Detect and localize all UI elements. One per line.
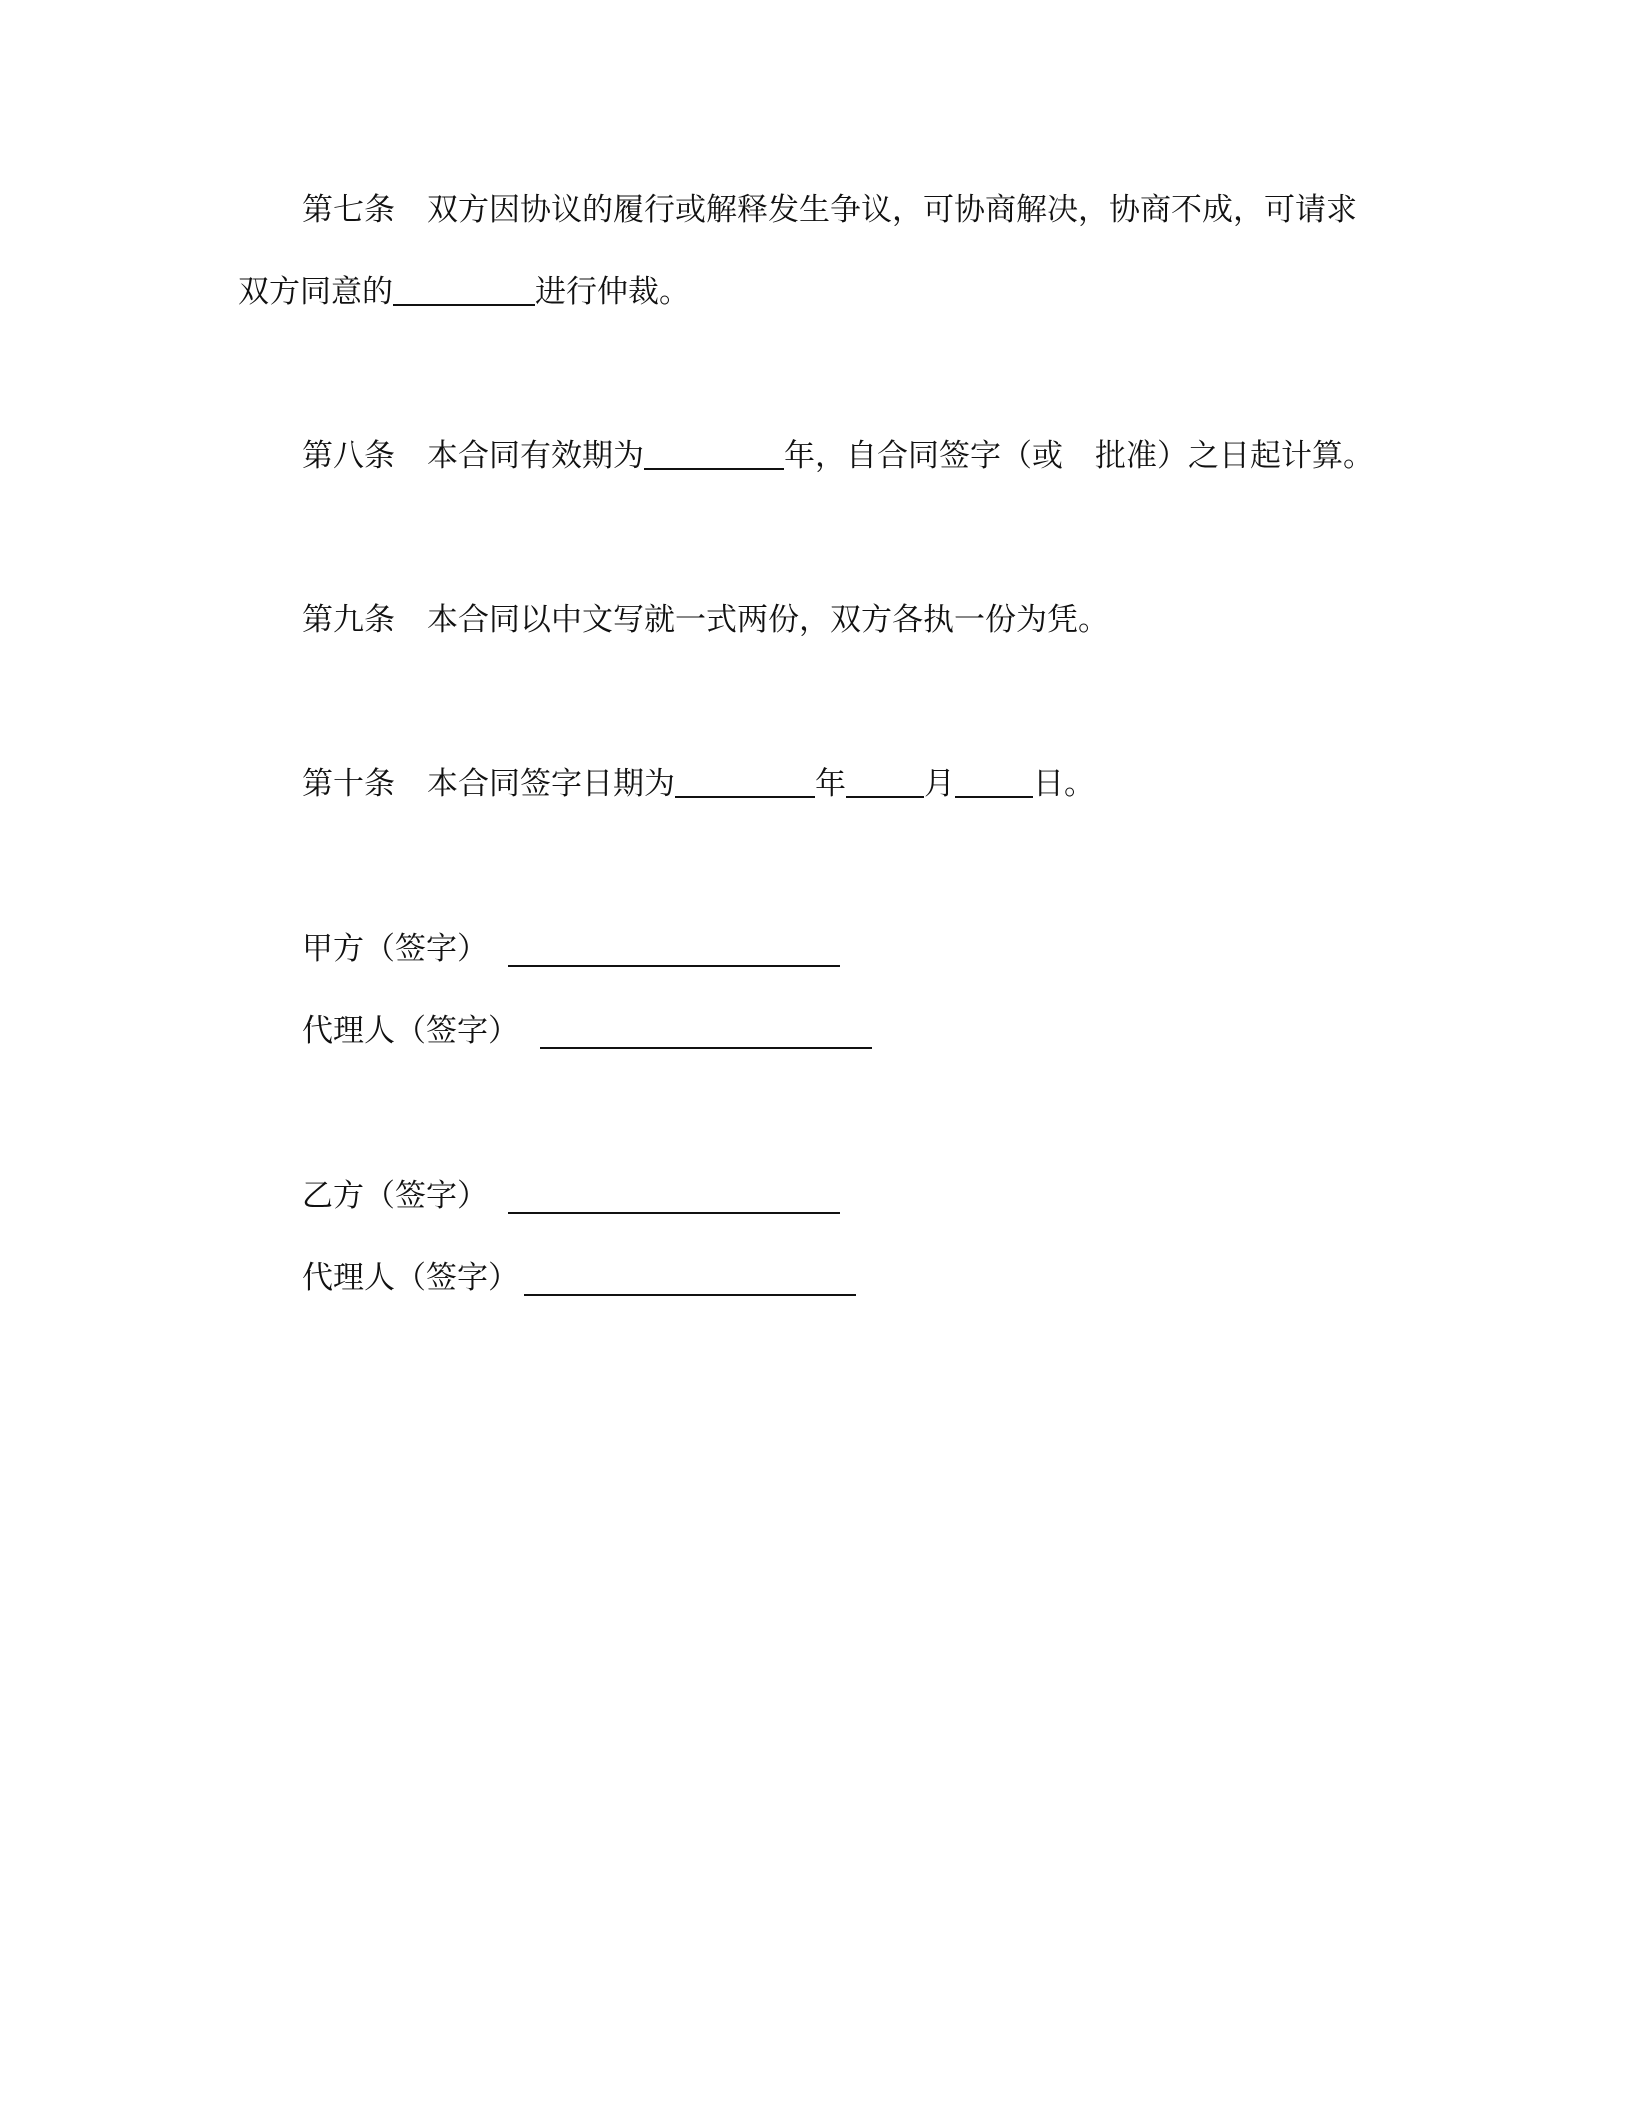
article-7-line-2 (238, 272, 690, 312)
party-b-signature-label: 乙方（签字） (302, 1178, 488, 1214)
party-b-signature-line[interactable] (508, 1212, 840, 1214)
party-b-agent-signature-label: 代理人（签字） (302, 1260, 519, 1296)
article-9-label: 第九条 (302, 602, 395, 638)
article-8-label: 第八条 (302, 438, 395, 474)
party-a-signature-label: 甲方（签字） (302, 931, 488, 967)
signing-day-blank[interactable] (955, 766, 1033, 798)
article-10-line (302, 764, 1095, 804)
signing-month-blank[interactable] (846, 766, 924, 798)
party-a-agent-signature-line[interactable] (540, 1047, 872, 1049)
year-label: 年 (815, 766, 846, 802)
article-7-line-1 (302, 190, 1357, 230)
article-7-text-before-blank: 双方同意的 (238, 274, 393, 310)
article-8-line (302, 436, 1374, 476)
article-7-text-after-blank: 进行仲裁。 (535, 274, 690, 310)
article-8-text-after: 批准）之日起计算。 (1095, 438, 1374, 474)
party-a-agent-signature-label: 代理人（签字） (302, 1013, 519, 1049)
party-b-agent-signature-line[interactable] (524, 1294, 856, 1296)
party-a-signature-line[interactable] (508, 965, 840, 967)
article-10-text-before: 本合同签字日期为 (427, 766, 675, 802)
article-7-text: 双方因协议的履行或解释发生争议，可协商解决，协商不成，可请求 (427, 192, 1357, 228)
article-8-text-before: 本合同有效期为 (427, 438, 644, 474)
day-label: 日。 (1033, 766, 1095, 802)
article-7-label: 第七条 (302, 192, 395, 228)
article-8-text-mid: 年，自合同签字（或 (784, 438, 1063, 474)
article-10-label: 第十条 (302, 766, 395, 802)
arbitration-body-blank[interactable] (393, 274, 535, 306)
article-9-line (302, 600, 1109, 640)
article-9-text: 本合同以中文写就一式两份，双方各执一份为凭。 (427, 602, 1109, 638)
signing-year-blank[interactable] (675, 766, 815, 798)
validity-years-blank[interactable] (644, 438, 784, 470)
month-label: 月 (924, 766, 955, 802)
